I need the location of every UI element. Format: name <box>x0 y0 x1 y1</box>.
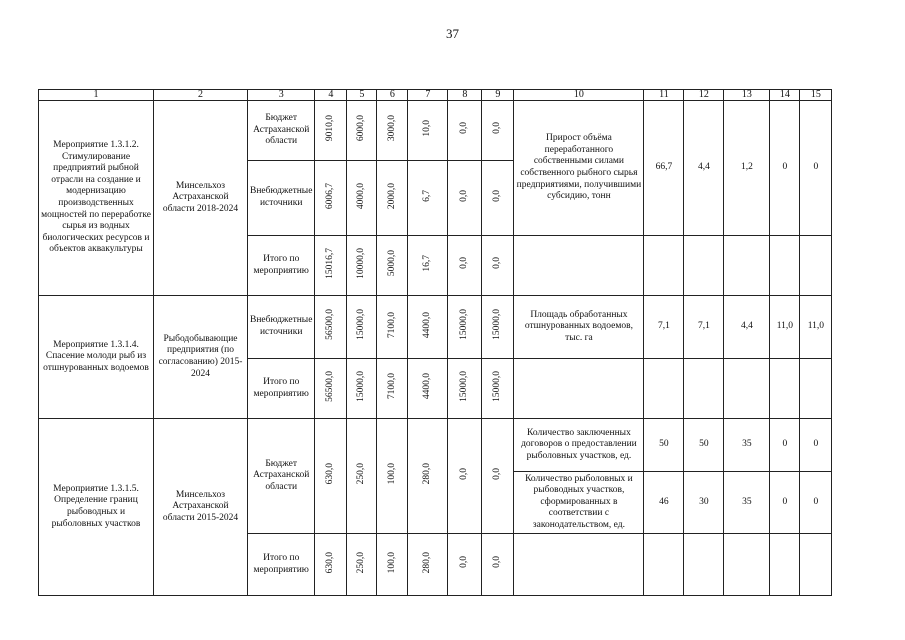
empty-cell <box>800 534 832 596</box>
amount-value: 15000,0 <box>459 309 470 341</box>
indicator-value: 11,0 <box>770 296 800 359</box>
amount-value: 0,0 <box>459 257 470 270</box>
indicator-value: 0 <box>770 472 800 534</box>
header-cell: 11 <box>644 90 684 101</box>
table-row <box>39 101 832 161</box>
amount-value: 0,0 <box>459 189 470 202</box>
amount-value: 3000,0 <box>386 115 397 142</box>
empty-cell <box>684 534 724 596</box>
indicator-value: 0 <box>800 101 832 236</box>
header-row <box>39 90 832 101</box>
indicator-value: 0 <box>800 419 832 472</box>
indicator-value: 50 <box>644 419 684 472</box>
indicator-value: 7,1 <box>644 296 684 359</box>
amount-value: 630,0 <box>325 463 336 485</box>
empty-cell <box>724 359 770 419</box>
amount-value: 0,0 <box>492 556 503 569</box>
amount-value: 4400,0 <box>422 373 433 400</box>
indicator-value: 66,7 <box>644 101 684 236</box>
amount-value: 56500,0 <box>325 309 336 341</box>
empty-cell <box>800 236 832 296</box>
amount-value: 280,0 <box>422 463 433 485</box>
empty-cell <box>644 534 684 596</box>
indicator-value: 7,1 <box>684 296 724 359</box>
indicator-value: 11,0 <box>800 296 832 359</box>
indicator-value: 4,4 <box>684 101 724 236</box>
indicator-value: 35 <box>724 419 770 472</box>
amount-value: 0,0 <box>492 257 503 270</box>
measure-executor: Минсельхоз Астраханской области 2015-2024 <box>154 419 248 596</box>
amount-value: 100,0 <box>386 551 397 573</box>
amount-value: 56500,0 <box>325 370 336 402</box>
amount-value: 15000,0 <box>356 370 367 402</box>
indicator-value: 0 <box>770 101 800 236</box>
header-cell: 13 <box>724 90 770 101</box>
funding-source: Бюджет Астраханской области <box>248 419 315 534</box>
program-table <box>38 89 832 596</box>
measure-executor: Минсельхоз Астраханской области 2018-2024 <box>154 101 248 296</box>
empty-cell <box>770 534 800 596</box>
amount-value: 15000,0 <box>356 309 367 341</box>
amount-value: 250,0 <box>356 551 367 573</box>
header-cell: 6 <box>377 90 408 101</box>
funding-source: Внебюджетные источники <box>248 296 315 359</box>
funding-source: Итого по мероприятию <box>248 359 315 419</box>
indicator-value: 0 <box>770 419 800 472</box>
empty-cell <box>770 359 800 419</box>
amount-value: 6000,0 <box>356 115 367 142</box>
header-cell: 5 <box>347 90 377 101</box>
header-cell: 12 <box>684 90 724 101</box>
header-cell: 4 <box>315 90 347 101</box>
header-cell: 8 <box>448 90 482 101</box>
empty-cell <box>770 236 800 296</box>
empty-cell <box>724 236 770 296</box>
header-cell: 1 <box>39 90 154 101</box>
amount-value: 9010,0 <box>325 115 336 142</box>
funding-source: Бюджет Астраханской области <box>248 101 315 161</box>
measure-name: Мероприятие 1.3.1.4. Спасение молоди рыб из отшнурованных водоемов <box>39 296 154 419</box>
amount-value: 630,0 <box>325 551 336 573</box>
table-row <box>39 419 832 472</box>
amount-value: 7100,0 <box>386 311 397 338</box>
amount-value: 7100,0 <box>386 373 397 400</box>
indicator-value: 50 <box>684 419 724 472</box>
indicator-text: Количество заключенных договоров о предоставлении рыболовных участков, ед. <box>514 419 644 472</box>
indicator-text: Количество рыболовных и рыбоводных участков, сформированных в соответствии с законодательством, ед. <box>514 472 644 534</box>
indicator-value: 46 <box>644 472 684 534</box>
funding-source: Внебюджетные источники <box>248 161 315 236</box>
empty-cell <box>514 359 644 419</box>
indicator-value: 0 <box>800 472 832 534</box>
amount-value: 10,0 <box>422 119 433 137</box>
amount-value: 2000,0 <box>386 182 397 209</box>
measure-name: Мероприятие 1.3.1.5. Определение границ рыбоводных и рыболовных участков <box>39 419 154 596</box>
empty-cell <box>684 359 724 419</box>
amount-value: 0,0 <box>492 189 503 202</box>
amount-value: 0,0 <box>492 467 503 480</box>
amount-value: 16,7 <box>422 254 433 272</box>
indicator-value: 30 <box>684 472 724 534</box>
indicator-text: Прирост объёма переработанного собственными силами собственного рыбного сырья предприятиями, получившими субсидию, тонн <box>514 101 644 236</box>
empty-cell <box>724 534 770 596</box>
amount-value: 4000,0 <box>356 182 367 209</box>
empty-cell <box>644 359 684 419</box>
amount-value: 15000,0 <box>492 309 503 341</box>
amount-value: 250,0 <box>356 463 367 485</box>
amount-value: 5000,0 <box>386 250 397 277</box>
indicator-value: 1,2 <box>724 101 770 236</box>
amount-value: 280,0 <box>422 551 433 573</box>
table-row <box>39 296 832 359</box>
empty-cell <box>684 236 724 296</box>
header-cell: 2 <box>154 90 248 101</box>
empty-cell <box>644 236 684 296</box>
funding-source: Итого по мероприятию <box>248 534 315 596</box>
empty-cell <box>514 534 644 596</box>
amount-value: 0,0 <box>459 467 470 480</box>
indicator-value: 35 <box>724 472 770 534</box>
amount-value: 15000,0 <box>459 370 470 402</box>
amount-value: 0,0 <box>459 122 470 135</box>
amount-value: 0,0 <box>492 122 503 135</box>
header-cell: 3 <box>248 90 315 101</box>
empty-cell <box>800 359 832 419</box>
empty-cell <box>514 236 644 296</box>
amount-value: 10000,0 <box>356 247 367 279</box>
indicator-text: Площадь обработанных отшнурованных водоемов, тыс. га <box>514 296 644 359</box>
amount-value: 15000,0 <box>492 370 503 402</box>
amount-value: 4400,0 <box>422 311 433 338</box>
page-number: 37 <box>446 26 459 41</box>
header-cell: 7 <box>408 90 448 101</box>
measure-name: Мероприятие 1.3.1.2. Стимулирование предприятий рыбной отрасли на создание и модернизацию производственных мощностей по переработке сырья из водных биологических ресурсов и объектов аквакультуры <box>39 101 154 296</box>
amount-value: 100,0 <box>386 463 397 485</box>
indicator-value: 4,4 <box>724 296 770 359</box>
header-cell: 10 <box>514 90 644 101</box>
amount-value: 0,0 <box>459 556 470 569</box>
amount-value: 15016,7 <box>325 247 336 279</box>
measure-executor: Рыбодобывающие предприятия (по согласованию) 2015-2024 <box>154 296 248 419</box>
header-cell: 9 <box>482 90 514 101</box>
header-cell: 14 <box>770 90 800 101</box>
amount-value: 6,7 <box>422 189 433 202</box>
header-cell: 15 <box>800 90 832 101</box>
funding-source: Итого по мероприятию <box>248 236 315 296</box>
amount-value: 6006,7 <box>325 182 336 209</box>
